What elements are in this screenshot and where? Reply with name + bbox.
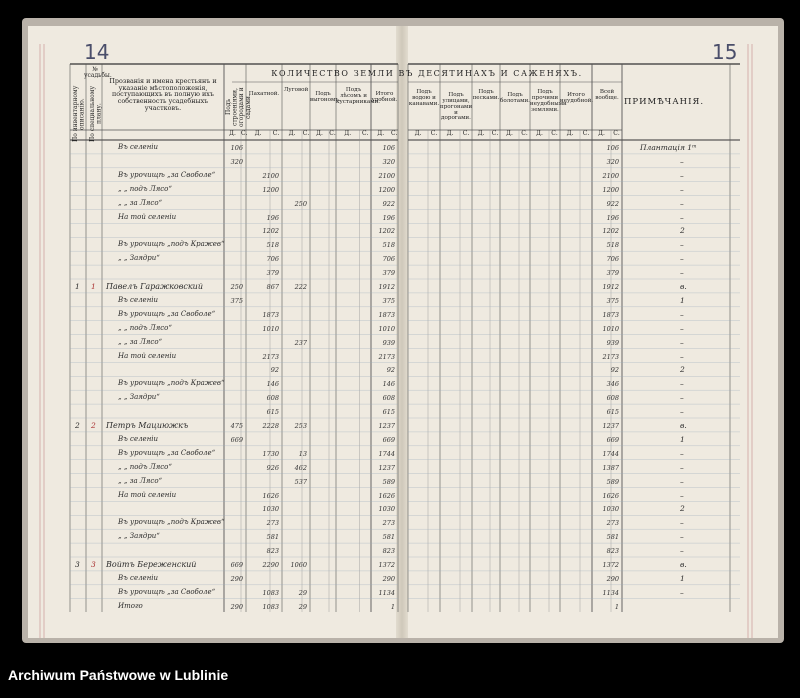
row-note: Плантація 1ᵐ — [640, 143, 697, 152]
row-value-5: 1134 — [378, 588, 395, 597]
row-note: 1 — [680, 434, 685, 444]
row-value-1: 1083 — [262, 602, 279, 611]
row-inventory-number: 3 — [75, 560, 80, 569]
row-value-2: 537 — [294, 477, 307, 486]
row-note: – — [680, 156, 684, 166]
row-name: „ „ Заядри“ — [118, 532, 160, 541]
row-note: – — [680, 240, 684, 250]
row-value-1: 1200 — [262, 185, 279, 194]
row-name: Въ урочищѣ „за Своболе“ — [118, 587, 216, 596]
row-value-1: 2290 — [262, 561, 279, 569]
row-total: 106 — [606, 144, 619, 152]
row-value-5: 1372 — [378, 561, 395, 569]
unit-d-0: Д. — [229, 130, 236, 137]
row-total: 1202 — [602, 227, 619, 236]
row-value-5: 1873 — [378, 310, 395, 319]
row-value-5: 1912 — [378, 283, 395, 291]
row-note: – — [680, 546, 684, 556]
row-note: – — [680, 323, 684, 333]
row-total: 196 — [606, 213, 619, 222]
row-total: 589 — [606, 477, 619, 486]
row-value-2: 1060 — [290, 561, 307, 569]
unit-s-4: С. — [362, 130, 369, 137]
row-value-0: 669 — [230, 561, 243, 569]
row-note: – — [680, 337, 684, 347]
row-note: – — [680, 462, 684, 472]
unit-d-8: Д. — [477, 130, 485, 137]
row-note: – — [680, 448, 684, 458]
row-note: – — [680, 518, 684, 528]
row-value-1: 518 — [266, 241, 279, 250]
row-value-1: 196 — [266, 213, 279, 222]
row-note: – — [680, 393, 684, 403]
row-note: 2 — [680, 504, 685, 514]
row-value-1: 273 — [266, 519, 279, 528]
unit-d-10: Д. — [536, 130, 543, 137]
row-total: 1626 — [602, 491, 619, 500]
row-value-1: 1083 — [262, 588, 279, 597]
row-total: 518 — [606, 241, 619, 250]
row-value-1: 92 — [270, 366, 279, 375]
row-name: „ „ подъ Лясо“ — [118, 462, 172, 471]
unit-s-12: С. — [613, 130, 620, 137]
row-value-5: 196 — [382, 213, 395, 222]
col-header-right-0: Подъ водою и канавами. — [408, 89, 440, 107]
row-name: Павелъ Гаражковский — [106, 282, 203, 291]
row-total: 581 — [606, 533, 619, 542]
row-note: в. — [680, 421, 687, 430]
row-total: 273 — [606, 519, 619, 528]
row-total: 2100 — [602, 171, 619, 180]
left-page-number: 14 — [84, 40, 110, 64]
row-value-5: 106 — [382, 144, 395, 152]
row-inventory-number: 2 — [75, 421, 80, 430]
row-value-1: 615 — [266, 408, 279, 417]
col-header-left-3: Подъ выгономъ. — [310, 91, 341, 103]
row-name: Въ селеніи — [118, 143, 159, 151]
unit-d-12: Д. — [598, 130, 605, 137]
row-total: 1372 — [602, 561, 619, 569]
row-note: – — [680, 198, 684, 208]
row-value-1: 1010 — [262, 324, 279, 333]
row-value-1: 926 — [266, 463, 279, 472]
col-names-header: Прозванія и имена крестьянъ и указаніе мѣстоположенія, поступающихъ въ полную ихъ собственность усадебныхъ участковъ. — [109, 77, 217, 112]
row-value-0: 250 — [230, 283, 243, 291]
row-name: Войтъ Береженский — [106, 560, 197, 569]
row-value-2: 253 — [294, 422, 307, 430]
unit-s-8: С. — [491, 130, 499, 137]
unit-s-9: С. — [521, 130, 528, 137]
row-value-5: 669 — [382, 435, 395, 444]
row-name: „ „ за Лясо“ — [118, 476, 163, 485]
row-note: – — [680, 407, 684, 417]
row-total: 1134 — [602, 588, 619, 597]
row-note: – — [680, 309, 684, 319]
row-plan-number: 2 — [91, 421, 96, 430]
row-total: 92 — [610, 366, 619, 375]
row-value-5: 320 — [382, 157, 395, 166]
row-name: Въ урочищѣ „за Своболе“ — [118, 170, 216, 179]
col-header-left-5: Итого удобной. — [371, 91, 398, 103]
row-value-1: 1873 — [262, 310, 279, 319]
row-value-5: 290 — [382, 574, 395, 583]
row-note: 2 — [680, 226, 685, 236]
row-total: 615 — [606, 408, 619, 417]
col-num-b-header: По специальному плану. — [89, 86, 103, 142]
row-name: Въ урочищѣ „подъ Кражев“ — [118, 240, 225, 249]
row-total: 669 — [606, 435, 619, 444]
row-note: 2 — [680, 365, 685, 375]
row-note: – — [680, 379, 684, 389]
row-name: Въ селеніи — [118, 434, 159, 443]
row-value-5: 379 — [382, 269, 395, 278]
row-value-5: 1626 — [378, 491, 395, 500]
row-name: Въ урочищѣ „подъ Кражев“ — [118, 379, 225, 388]
row-value-2: 13 — [298, 449, 307, 458]
row-value-2: 29 — [298, 588, 307, 597]
row-note: – — [680, 476, 684, 486]
col-header-left-4: Подъ лѣсомъ и кустарниками. — [336, 87, 381, 105]
row-name: На той селеніи — [118, 490, 177, 499]
row-value-0: 375 — [230, 296, 243, 305]
row-total: 2173 — [602, 352, 619, 361]
row-value-1: 608 — [266, 394, 279, 403]
row-name: Въ урочищѣ „за Своболе“ — [118, 448, 216, 457]
row-value-5: 1 — [390, 602, 395, 611]
unit-s-11: С. — [582, 130, 590, 137]
row-name: Въ урочищѣ „за Своболе“ — [118, 309, 216, 318]
row-total: 375 — [606, 296, 619, 305]
row-total: 1912 — [602, 283, 619, 291]
col-num-a-header: По инвентарному описанію. — [72, 85, 86, 143]
land-banner: КОЛИЧЕСТВО ЗЕМЛИ ВЪ ДЕСЯТИНАХЪ И САЖЕНЯХЪ. — [271, 69, 583, 78]
unit-s-10: С. — [551, 130, 558, 137]
row-name: На той селеніи — [118, 212, 177, 221]
row-value-1: 706 — [266, 255, 279, 264]
col-header-right-3: Подъ болотами. — [500, 92, 530, 104]
col-header-left-2: Луговой — [283, 87, 309, 93]
unit-d-3: Д. — [316, 130, 323, 137]
row-total: 1010 — [602, 324, 619, 333]
row-value-1: 581 — [266, 533, 279, 542]
row-value-5: 1237 — [378, 422, 395, 430]
row-name: Петръ Мациюжкъ — [106, 421, 189, 430]
row-name: „ „ Заядри“ — [118, 254, 160, 263]
row-value-5: 1237 — [378, 463, 395, 472]
unit-s-0: С. — [241, 130, 248, 137]
unit-d-4: Д. — [344, 130, 352, 137]
row-note: в. — [680, 282, 687, 291]
row-value-0: 290 — [230, 602, 243, 611]
row-total: 320 — [606, 157, 619, 166]
unit-s-1: С. — [272, 130, 280, 137]
row-value-5: 706 — [382, 255, 395, 264]
unit-d-2: Д. — [288, 130, 296, 137]
row-note: – — [680, 184, 684, 194]
row-value-0: 290 — [230, 574, 243, 583]
row-total: 1030 — [602, 505, 619, 514]
row-value-5: 375 — [382, 296, 395, 305]
row-total: 608 — [606, 394, 619, 403]
row-value-1: 1202 — [262, 227, 279, 236]
row-value-0: 106 — [230, 144, 243, 152]
row-value-5: 273 — [382, 519, 395, 528]
unit-d-7: Д. — [446, 130, 454, 137]
unit-s-7: С. — [462, 130, 470, 137]
row-value-5: 1010 — [378, 324, 395, 333]
row-total: 1237 — [602, 422, 619, 430]
right-page-number: 15 — [712, 40, 738, 64]
row-value-2: 222 — [294, 283, 307, 291]
row-value-5: 1200 — [378, 185, 395, 194]
row-value-5: 581 — [382, 533, 395, 542]
row-note: в. — [680, 560, 687, 569]
row-note: 1 — [680, 295, 685, 305]
row-value-5: 608 — [382, 394, 395, 403]
row-value-5: 146 — [382, 380, 395, 389]
col-header-left-1: Пахатной. — [248, 91, 280, 97]
unit-d-11: Д. — [566, 130, 574, 137]
row-note: – — [680, 490, 684, 500]
unit-d-9: Д. — [506, 130, 513, 137]
row-note: – — [680, 587, 684, 597]
row-value-5: 2100 — [378, 171, 395, 180]
row-total: 1 — [614, 602, 619, 611]
row-value-1: 2173 — [262, 352, 279, 361]
row-name: „ „ Заядри“ — [118, 393, 160, 402]
row-name: Въ селеніи — [118, 573, 159, 582]
col-num-title: № усадьбы. — [84, 66, 112, 80]
row-name: Въ селеніи — [118, 295, 159, 304]
row-total: 939 — [606, 338, 619, 347]
row-note: – — [680, 268, 684, 278]
row-value-2: 237 — [294, 338, 307, 347]
row-total: 379 — [606, 269, 619, 278]
row-total: 1744 — [602, 449, 619, 458]
row-value-1: 1730 — [262, 449, 279, 458]
col-header-right-2: Подъ песками. — [472, 89, 500, 101]
unit-d-5: Д. — [377, 130, 385, 137]
row-total: 1873 — [602, 310, 619, 319]
col-header-buildings: Подъ строеніями, огородами и садами. — [225, 87, 252, 127]
unit-d-6: Д. — [414, 130, 422, 137]
row-note: – — [680, 170, 684, 180]
row-name: „ „ подъ Лясо“ — [118, 184, 172, 193]
row-value-0: 475 — [230, 422, 243, 430]
row-value-1: 1030 — [262, 505, 279, 514]
archive-label: Archiwum Państwowe w Lublinie — [8, 667, 229, 683]
row-value-2: 250 — [294, 199, 307, 208]
row-value-5: 589 — [382, 477, 395, 486]
row-value-1: 2228 — [262, 422, 279, 430]
row-value-1: 2100 — [262, 171, 279, 180]
row-value-1: 867 — [266, 283, 279, 291]
row-total: 1387 — [602, 463, 619, 472]
row-note: – — [680, 254, 684, 264]
unit-d-1: Д. — [254, 130, 262, 137]
row-name: „ „ за Лясо“ — [118, 337, 163, 346]
row-value-1: 379 — [266, 269, 279, 278]
unit-s-5: С. — [391, 130, 398, 137]
row-total: 823 — [606, 547, 619, 556]
row-value-2: 462 — [294, 463, 307, 472]
notes-header: ПРИМѢЧАНІЯ. — [623, 97, 705, 107]
row-note: – — [680, 532, 684, 542]
row-value-5: 2173 — [378, 352, 395, 361]
row-value-5: 939 — [382, 338, 395, 347]
row-value-5: 92 — [386, 366, 395, 375]
unit-s-6: С. — [430, 130, 438, 137]
unit-s-3: С. — [329, 130, 336, 137]
row-value-5: 1030 — [378, 505, 395, 514]
row-value-5: 1202 — [378, 227, 395, 236]
row-total: 290 — [606, 574, 619, 583]
row-value-1: 823 — [266, 547, 279, 556]
col-header-right-6: Всей вообще. — [595, 89, 619, 101]
row-name: На той селеніи — [118, 351, 177, 360]
col-header-right-5: Итого неудобной. — [560, 92, 594, 104]
unit-s-2: С. — [302, 130, 310, 137]
col-header-right-1: Подъ улицами, прогонами и дорогами. — [440, 92, 473, 122]
row-note: – — [680, 351, 684, 361]
row-total: 706 — [606, 255, 619, 264]
row-total: 922 — [606, 199, 619, 208]
row-value-5: 922 — [382, 199, 395, 208]
row-value-5: 1744 — [378, 449, 395, 458]
row-value-0: 669 — [230, 435, 243, 444]
row-value-5: 615 — [382, 408, 395, 417]
row-name: Итого — [118, 601, 143, 610]
row-name: „ „ за Лясо“ — [118, 198, 163, 207]
row-plan-number: 3 — [91, 560, 96, 569]
col-header-right-4: Подъ прочими неудобными землями. — [530, 89, 567, 113]
row-total: 346 — [606, 380, 619, 389]
row-name: „ „ подъ Лясо“ — [118, 323, 172, 332]
row-inventory-number: 1 — [75, 282, 80, 291]
row-total: 1200 — [602, 185, 619, 194]
row-note: 1 — [680, 573, 685, 583]
row-value-0: 320 — [230, 157, 243, 166]
row-value-1: 146 — [266, 380, 279, 389]
row-value-5: 823 — [382, 547, 395, 556]
row-plan-number: 1 — [91, 282, 96, 291]
row-note: – — [680, 212, 684, 222]
row-value-2: 29 — [298, 602, 307, 611]
row-value-1: 1626 — [262, 491, 279, 500]
row-name: Въ урочищѣ „подъ Кражев“ — [118, 518, 225, 527]
row-value-5: 518 — [382, 241, 395, 250]
